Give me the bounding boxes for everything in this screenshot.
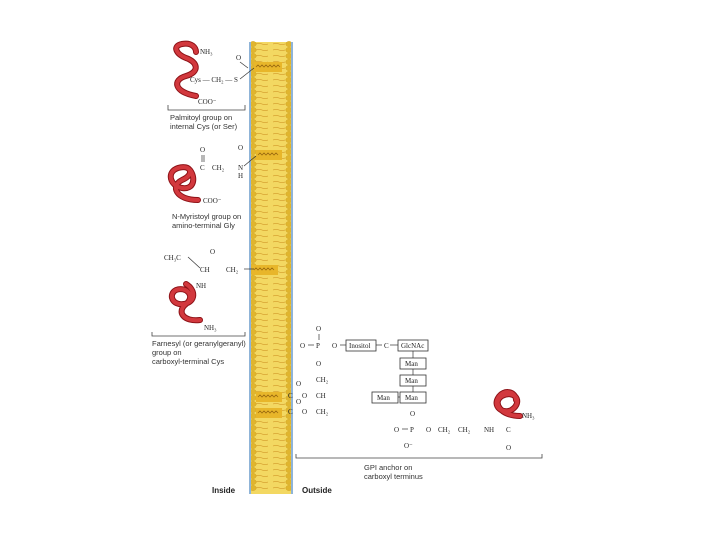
outside-label: Outside	[302, 486, 332, 495]
myristoyl-chain	[256, 150, 282, 160]
palmitoyl-o: O	[236, 54, 242, 62]
farnesyl-ch: CH	[200, 266, 210, 274]
gpi-c-terminal: C	[506, 426, 511, 434]
myristoyl-o-right: O	[238, 144, 244, 152]
gpi-nh: NH	[484, 426, 495, 434]
gpi-o-terminal: O	[506, 444, 512, 452]
gpi-o-acyl-upper: O	[296, 380, 302, 388]
myristoyl-label-2: amino-terminal Gly	[172, 221, 235, 230]
gpi-man-side: Man	[377, 394, 390, 402]
protein-coil-myristoyl	[171, 167, 198, 200]
farnesyl-bracket	[152, 332, 245, 336]
myristoyl-n: N	[238, 164, 244, 172]
gpi-man-3: Man	[405, 394, 418, 402]
gpi-inositol: Inositol	[349, 342, 371, 350]
palmitoyl-nh3: NH₃	[200, 48, 213, 56]
gpi-o-phosphate-left: O	[394, 426, 400, 434]
gpi-o-lower: O	[410, 410, 416, 418]
gpi-man-1: Man	[405, 360, 418, 368]
myristoyl-coo: COO⁻	[203, 197, 222, 205]
gpi-o-below-p: O	[316, 360, 322, 368]
farnesyl-ch2: CH₂	[226, 266, 239, 274]
farnesyl-ch3c-bond	[188, 257, 200, 268]
myristoyl-structure	[200, 144, 256, 205]
protein-coil-gpi	[497, 392, 520, 416]
gpi-label-1: GPI anchor on	[364, 463, 413, 472]
gpi-ch2-glycerol: CH₂	[316, 376, 329, 384]
gpi-man-2: Man	[405, 377, 418, 385]
gpi-structure	[288, 325, 535, 452]
farnesyl-nh: NH	[196, 282, 207, 290]
gpi-c-acyl-lower: C	[288, 408, 293, 416]
myristoyl-c: C	[200, 164, 205, 172]
palmitoyl-coo: COO⁻	[198, 98, 217, 106]
protein-coil-palmitoyl	[176, 44, 196, 96]
gpi-c-acyl-upper: C	[288, 392, 293, 400]
inside-label: Inside	[212, 486, 236, 495]
palmitoyl-label-2: internal Cys (or Ser)	[170, 122, 238, 131]
gpi-acyl-chain-lower	[256, 408, 282, 418]
gpi-nh3-terminal: NH₃	[522, 412, 535, 420]
gpi-acyl-chain-upper	[256, 392, 282, 402]
gpi-ch2-right-2: CH₂	[458, 426, 471, 434]
farnesyl-ch3c: CH₃C	[164, 254, 181, 262]
farnesyl-nh3: NH₃	[204, 324, 217, 332]
gpi-bracket	[296, 454, 542, 458]
gpi-c-mid: C	[384, 342, 389, 350]
myristoyl-label-1: N-Myristoyl group on	[172, 212, 242, 221]
gpi-o-link-upper: O	[302, 392, 308, 400]
palmitoyl-label-1: Palmitoyl group on	[170, 113, 233, 122]
farnesyl-label-1: Farnesyl (or geranylgeranyl)	[152, 339, 246, 348]
gpi-o-link-lower: O	[302, 408, 308, 416]
gpi-glcnac: GlcNAc	[401, 342, 425, 350]
gpi-o-left: O	[300, 342, 306, 350]
gpi-ch2-lower: CH₂	[316, 408, 329, 416]
gpi-label-2: carboxyl terminus	[364, 472, 423, 481]
gpi-o-right-2: O	[426, 426, 432, 434]
gpi-o-minus: O⁻	[404, 442, 413, 450]
farnesyl-o: O	[210, 248, 216, 256]
gpi-p: P	[316, 342, 320, 350]
farnesyl-chain	[252, 265, 278, 275]
myristoyl-h: H	[238, 172, 244, 180]
palmitoyl-double-bond	[240, 62, 248, 68]
gpi-ch-glycerol: CH	[316, 392, 326, 400]
gpi-ch2-right-1: CH₂	[438, 426, 451, 434]
gpi-o-right: O	[332, 342, 338, 350]
gpi-p-top-o: O	[316, 325, 322, 333]
farnesyl-label-3: carboxyl-terminal Cys	[152, 357, 225, 366]
gpi-o-acyl-lower: O	[296, 398, 302, 406]
myristoyl-o-left: O	[200, 146, 206, 154]
palmitoyl-cys-ch2-s: Cys — CH₂ — S	[190, 76, 238, 84]
palmitoyl-structure	[190, 48, 254, 106]
gpi-p-2: P	[410, 426, 414, 434]
myristoyl-ch2: CH₂	[212, 164, 225, 172]
farnesyl-label-2: group on	[152, 348, 182, 357]
